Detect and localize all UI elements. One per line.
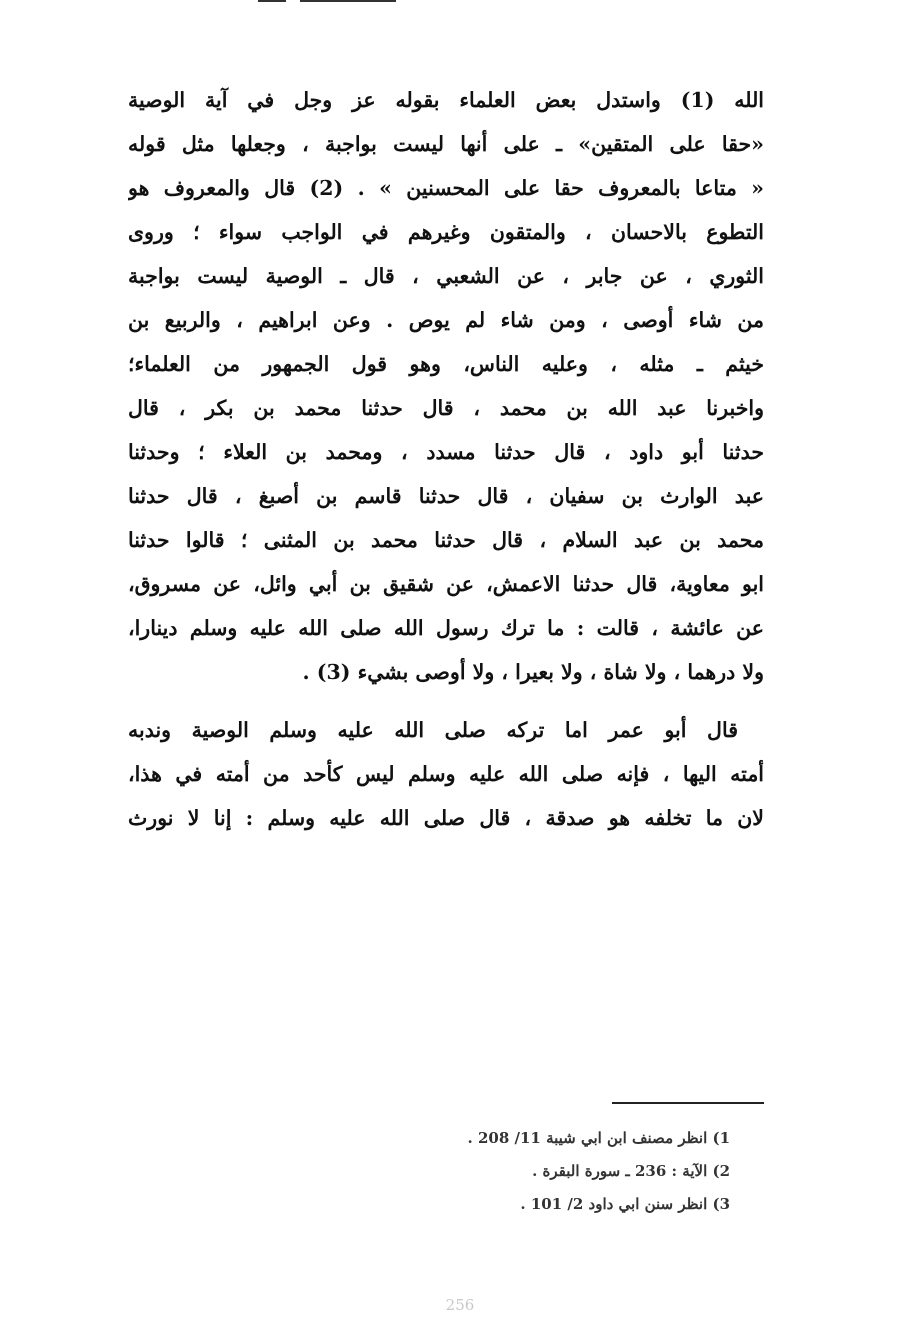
text-line: ولا درهما ، ولا شاة ، ولا بعيرا ، ولا أوصى بشيء (3) . bbox=[302, 660, 764, 684]
text-line: «حقا على المتقين» ـ على أنها ليست بواجبة ، وجعلها مثل قوله bbox=[128, 132, 764, 156]
text-line: ابو معاوية، قال حدثنا الاعمش، عن شقيق بن أبي وائل، عن مسروق، bbox=[128, 572, 764, 596]
page-body bbox=[128, 78, 764, 840]
text-line: خيثم ـ مثله ، وعليه الناس، وهو قول الجمهور من العلماء؛ bbox=[128, 352, 764, 376]
text-line: التطوع بالاحسان ، والمتقون وغيرهم في الواجب سواء ؛ وروى bbox=[128, 220, 764, 244]
text-line: عبد الوارث بن سفيان ، قال حدثنا قاسم بن أصبغ ، قال حدثنا bbox=[128, 484, 764, 508]
paragraph-gap bbox=[128, 694, 764, 708]
text-line: من شاء أوصى ، ومن شاء لم يوص . وعن ابراهيم ، والربيع بن bbox=[128, 308, 764, 332]
text-line: عن عائشة ، قالت : ما ترك رسول الله صلى الله عليه وسلم دينارا، bbox=[128, 616, 764, 640]
text-line: الله (1) واستدل بعض العلماء بقوله عز وجل في آية الوصية bbox=[128, 88, 764, 112]
page-number: 256 bbox=[445, 1296, 475, 1314]
paragraph-2 bbox=[128, 708, 764, 840]
text-line: قال أبو عمر اما تركه صلى الله عليه وسلم الوصية وندبه bbox=[128, 718, 738, 742]
footnote-2: 2) الآية : 236 ـ سورة البقرة . bbox=[532, 1162, 730, 1180]
paragraph-1 bbox=[128, 78, 764, 694]
top-edge-mark-left bbox=[258, 0, 286, 2]
footnote-1: 1) انظر مصنف ابن ابي شيبة 11/ 208 . bbox=[467, 1129, 730, 1147]
text-line: محمد بن عبد السلام ، قال حدثنا محمد بن المثنى ؛ قالوا حدثنا bbox=[128, 528, 764, 552]
text-line: حدثنا أبو داود ، قال حدثنا مسدد ، ومحمد بن العلاء ؛ وحدثنا bbox=[128, 440, 764, 464]
text-line: واخبرنا عبد الله بن محمد ، قال حدثنا محمد بن بكر ، قال bbox=[128, 396, 764, 420]
top-edge-mark-right bbox=[300, 0, 396, 2]
text-line: الثوري ، عن جابر ، عن الشعبي ، قال ـ الوصية ليست بواجبة bbox=[128, 264, 764, 288]
text-line: أمته اليها ، فإنه صلى الله عليه وسلم ليس كأحد من أمته في هذا، bbox=[128, 762, 764, 786]
footnotes bbox=[380, 1122, 730, 1221]
text-line: « متاعا بالمعروف حقا على المحسنين » . (2) قال والمعروف هو bbox=[128, 176, 764, 200]
text-line: لان ما تخلفه هو صدقة ، قال صلى الله عليه وسلم : إنا لا نورث bbox=[128, 806, 764, 830]
footnote-3: 3) انظر سنن ابي داود 2/ 101 . bbox=[520, 1195, 730, 1213]
footnote-separator bbox=[612, 1102, 764, 1104]
